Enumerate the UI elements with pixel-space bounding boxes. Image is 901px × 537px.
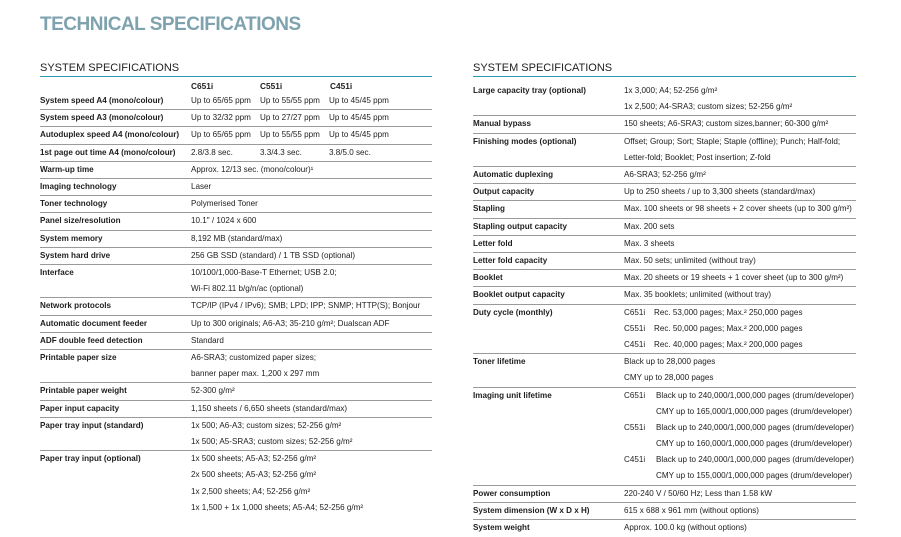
- spec-value: [624, 354, 856, 387]
- model-value-line: [624, 452, 856, 468]
- model-value: Up to 45/45 ppm: [329, 113, 389, 123]
- spec-row: [40, 196, 432, 213]
- spec-value-line: 8,192 MB (standard/max): [191, 233, 283, 243]
- model-value-text: CMY up to 160,000/1,000,000 pages (drum/developer): [656, 439, 853, 449]
- spec-label: System weight: [473, 520, 624, 537]
- spec-value: [624, 485, 856, 502]
- spec-value: [624, 520, 856, 537]
- spec-row: [473, 502, 856, 519]
- spec-value-line: Max. 200 sets: [624, 221, 675, 231]
- spec-row: [473, 116, 856, 133]
- spec-row: [40, 110, 432, 127]
- spec-value: [191, 247, 432, 264]
- spec-label: Toner technology: [40, 196, 191, 213]
- spec-label: Stapling: [473, 201, 624, 218]
- spec-value: [191, 179, 432, 196]
- model-value: Up to 55/55 ppm: [260, 130, 320, 140]
- spec-label: Power consumption: [473, 485, 624, 502]
- spec-row: [473, 133, 856, 166]
- model-name: C651i: [624, 390, 646, 400]
- spec-value: [191, 350, 432, 383]
- spec-value: [191, 144, 432, 161]
- spec-label: Paper input capacity: [40, 400, 191, 417]
- spec-value-line: A6-SRA3; customized paper sizes;: [191, 353, 317, 363]
- model-name: C551i: [624, 323, 646, 333]
- model-value: Up to 55/55 ppm: [260, 96, 320, 105]
- spec-value-line: Up to 300 originals; A6-A3; 35-210 g/m²; Dualscan ADF: [191, 318, 390, 328]
- spec-row: [40, 332, 432, 349]
- spec-value-line: banner paper max. 1,200 x 297 mm: [191, 369, 320, 379]
- spec-value-line: Approx. 12/13 sec. (mono/colour)¹: [191, 164, 314, 174]
- spec-value: [624, 166, 856, 183]
- spec-label: Stapling output capacity: [473, 218, 624, 235]
- spec-value: [624, 502, 856, 519]
- spec-label: Autoduplex speed A4 (mono/colour): [40, 127, 191, 144]
- spec-label: Automatic document feeder: [40, 315, 191, 332]
- model-value: 3.8/5.0 sec.: [329, 147, 371, 157]
- spec-value-line: Max. 50 sets; unlimited (without tray): [624, 255, 756, 265]
- model-value: 3.3/4.3 sec.: [260, 147, 302, 157]
- spec-row: [40, 451, 432, 516]
- spec-label: Letter fold capacity: [473, 252, 624, 269]
- model-value: Up to 65/65 ppm: [191, 96, 251, 105]
- page-title: TECHNICAL SPECIFICATIONS: [40, 14, 301, 35]
- model-value-text: Rec. 53,000 pages; Max.² 250,000 pages: [654, 307, 803, 317]
- spec-row: [473, 252, 856, 269]
- spec-label: Panel size/resolution: [40, 213, 191, 230]
- model-value-text: Rec. 50,000 pages; Max.² 200,000 pages: [654, 323, 803, 333]
- spec-row: [40, 93, 432, 110]
- spec-table-left: [40, 93, 432, 516]
- spec-value-line: TCP/IP (IPv4 / IPv6); SMB; LPD; IPP; SNMP; HTTP(S); Bonjour: [191, 301, 421, 311]
- spec-row: [473, 184, 856, 201]
- spec-value: [191, 213, 432, 230]
- spec-value-line: 10/100/1,000-Base-T Ethernet; USB 2.0;: [191, 268, 337, 278]
- model-value-line: [624, 436, 856, 452]
- model-name: C451i: [624, 339, 646, 349]
- model-value: Up to 27/27 ppm: [260, 113, 320, 123]
- spec-row: [473, 304, 856, 354]
- model-header-row: [40, 77, 432, 93]
- spec-label: 1st page out time A4 (mono/colour): [40, 144, 191, 161]
- spec-row: [473, 485, 856, 502]
- model-value-line: [624, 321, 856, 337]
- spec-value-line: Max. 3 sheets: [624, 238, 675, 248]
- model-value-text: Black up to 240,000/1,000,000 pages (drum/developer): [656, 390, 854, 400]
- spec-value: [191, 161, 432, 178]
- spec-value-line: Polymerised Toner: [191, 199, 258, 209]
- spec-row: [40, 230, 432, 247]
- model-value-line: [624, 404, 856, 420]
- spec-value-line: A6-SRA3; 52-256 g/m²: [624, 169, 706, 179]
- model-value: Up to 45/45 ppm: [329, 130, 389, 140]
- spec-value: [624, 252, 856, 269]
- spec-value-line: 1,150 sheets / 6,650 sheets (standard/max): [191, 403, 348, 413]
- spec-value: [191, 315, 432, 332]
- spec-value: [624, 201, 856, 218]
- spec-value-line: 256 GB SSD (standard) / 1 TB SSD (optional): [191, 250, 356, 260]
- spec-row: [473, 235, 856, 252]
- spec-value-line: 52-300 g/m²: [191, 386, 235, 396]
- spec-value-line: 2x 500 sheets; A5-A3; 52-256 g/m²: [191, 470, 317, 480]
- spec-value-line: CMY up to 28,000 pages: [624, 373, 714, 383]
- spec-value: [624, 83, 856, 116]
- spec-value-line: 220-240 V / 50/60 Hz; Less than 1.58 kW: [624, 488, 773, 498]
- spec-label: Letter fold: [473, 235, 624, 252]
- model-value-text: Black up to 240,000/1,000,000 pages (drum/developer): [656, 455, 854, 465]
- spec-value: [191, 332, 432, 349]
- spec-label: Paper tray input (standard): [40, 417, 191, 450]
- spec-value-line: Max. 100 sheets or 98 sheets + 2 cover sheets (up to 300 g/m²): [624, 204, 852, 214]
- model-value-text: CMY up to 165,000/1,000,000 pages (drum/developer): [656, 406, 853, 416]
- spec-value-line: 1x 3,000; A4; 52-256 g/m²: [624, 86, 718, 95]
- spec-value-line: 150 sheets; A6-SRA3; custom sizes,banner; 60-300 g/m²: [624, 119, 829, 129]
- spec-value: [191, 400, 432, 417]
- spec-value: [624, 287, 856, 304]
- spec-value-line: 1x 500 sheets; A5-A3; 52-256 g/m²: [191, 454, 317, 464]
- spec-value-line: Laser: [191, 182, 212, 192]
- spec-row: [40, 179, 432, 196]
- spec-value-line: Max. 20 sheets or 19 sheets + 1 cover sheet (up to 300 g/m²): [624, 273, 844, 283]
- spec-value-line: 10.1" / 1024 x 600: [191, 216, 257, 226]
- model-value-line: [624, 337, 856, 353]
- spec-value: [191, 127, 432, 144]
- spec-value: [191, 383, 432, 400]
- spec-value: [191, 417, 432, 450]
- spec-value: [191, 196, 432, 213]
- model-value-line: [624, 420, 856, 436]
- model-value-line: [624, 305, 856, 321]
- spec-row: [473, 520, 856, 537]
- spec-row: [40, 298, 432, 315]
- model-name: C551i: [624, 422, 646, 432]
- spec-value-line: Letter-fold; Booklet; Post insertion; Z-fold: [624, 152, 771, 162]
- spec-value-line: Wi-Fi 802.11 b/g/n/ac (optional): [191, 284, 304, 294]
- spec-value-line: 1x 500; A6-A3; custom sizes; 52-256 g/m²: [191, 420, 342, 430]
- model-value-line: [624, 388, 856, 404]
- model-value-text: Black up to 240,000/1,000,000 pages (drum/developer): [656, 422, 854, 432]
- spec-row: [40, 350, 432, 383]
- spec-row: [40, 265, 432, 298]
- spec-label: Imaging technology: [40, 179, 191, 196]
- model-value-text: Rec. 40,000 pages; Max.² 200,000 pages: [654, 339, 803, 349]
- spec-value: [191, 110, 432, 127]
- spec-value: [624, 218, 856, 235]
- spec-value-line: Approx. 100.0 kg (without options): [624, 523, 747, 533]
- spec-label: Output capacity: [473, 184, 624, 201]
- spec-label: Network protocols: [40, 298, 191, 315]
- spec-label: Finishing modes (optional): [473, 133, 624, 166]
- spec-table-right: [473, 83, 856, 536]
- spec-value: [191, 298, 432, 315]
- model-value: 2.8/3.8 sec.: [191, 147, 233, 157]
- spec-row: [40, 247, 432, 264]
- model-name: C451i: [624, 455, 646, 465]
- spec-label: System hard drive: [40, 247, 191, 264]
- spec-row: [40, 127, 432, 144]
- spec-label: Manual bypass: [473, 116, 624, 133]
- spec-value-line: 1x 2,500 sheets; A4; 52-256 g/m²: [191, 486, 311, 496]
- model-name: C651i: [624, 307, 646, 317]
- spec-label: Automatic duplexing: [473, 166, 624, 183]
- section-heading: SYSTEM SPECIFICATIONS: [40, 60, 432, 77]
- spec-value-line: Max. 35 booklets; unlimited (without tray): [624, 290, 772, 300]
- spec-row: [473, 218, 856, 235]
- spec-value: [624, 184, 856, 201]
- spec-label: ADF double feed detection: [40, 332, 191, 349]
- left-spec-column: [40, 60, 432, 516]
- model-header: C651i: [191, 81, 214, 91]
- spec-label: System dimension (W x D x H): [473, 502, 624, 519]
- spec-label: Large capacity tray (optional): [473, 86, 586, 95]
- spec-row: [40, 417, 432, 450]
- spec-value: [191, 230, 432, 247]
- spec-label: System memory: [40, 230, 191, 247]
- spec-row: [40, 144, 432, 161]
- model-value: Up to 32/32 ppm: [191, 113, 251, 123]
- spec-value-line: Up to 250 sheets / up to 3,300 sheets (standard/max): [624, 187, 816, 197]
- spec-label: Booklet: [473, 270, 624, 287]
- model-header: C551i: [260, 81, 283, 91]
- spec-row: [473, 387, 856, 485]
- spec-value-line: Black up to 28,000 pages: [624, 357, 716, 367]
- spec-row: [40, 213, 432, 230]
- spec-value-line: 615 x 688 x 961 mm (without options): [624, 505, 759, 515]
- spec-row: [473, 83, 856, 116]
- spec-value-line: Standard: [191, 335, 224, 345]
- spec-row: [473, 270, 856, 287]
- spec-row: [473, 287, 856, 304]
- section-heading: SYSTEM SPECIFICATIONS: [473, 60, 856, 77]
- spec-value: [191, 265, 432, 298]
- spec-label: Printable paper size: [40, 350, 191, 383]
- model-value-line: [624, 468, 856, 484]
- spec-value: [624, 235, 856, 252]
- spec-row: [473, 354, 856, 387]
- spec-label: System speed A3 (mono/colour): [40, 110, 191, 127]
- spec-label: Booklet output capacity: [473, 287, 624, 304]
- spec-value: [624, 387, 856, 485]
- spec-label: Interface: [40, 265, 191, 298]
- spec-row: [40, 400, 432, 417]
- spec-label: Imaging unit lifetime: [473, 387, 624, 485]
- model-header: C451i: [330, 81, 353, 91]
- spec-label: Warm-up time: [40, 161, 191, 178]
- spec-label: Toner lifetime: [473, 354, 624, 387]
- spec-label: System speed A4 (mono/colour): [40, 96, 164, 105]
- spec-value-line: 1x 2,500; A4-SRA3; custom sizes; 52-256 g/m²: [624, 102, 793, 112]
- spec-value-line: Offset; Group; Sort; Staple; Staple (offline); Punch; Half-fold;: [624, 136, 841, 146]
- right-spec-column: [473, 60, 856, 536]
- spec-label: Duty cycle (monthly): [473, 304, 624, 354]
- spec-label: Paper tray input (optional): [40, 451, 191, 516]
- spec-value-line: 1x 1,500 + 1x 1,000 sheets; A5-A4; 52-256 g/m²: [191, 502, 364, 512]
- spec-row: [40, 315, 432, 332]
- spec-value: [191, 451, 432, 516]
- spec-label: Printable paper weight: [40, 383, 191, 400]
- spec-value: [624, 116, 856, 133]
- model-value: Up to 45/45 ppm: [329, 96, 389, 105]
- spec-row: [40, 161, 432, 178]
- spec-value: [191, 93, 432, 110]
- spec-value: [624, 304, 856, 354]
- spec-row: [40, 383, 432, 400]
- spec-row: [473, 166, 856, 183]
- spec-value-line: 1x 500; A5-SRA3; custom sizes; 52-256 g/m²: [191, 436, 353, 446]
- model-value-text: CMY up to 155,000/1,000,000 pages (drum/developer): [656, 471, 853, 481]
- spec-row: [473, 201, 856, 218]
- spec-value: [624, 270, 856, 287]
- model-value: Up to 65/65 ppm: [191, 130, 251, 140]
- spec-value: [624, 133, 856, 166]
